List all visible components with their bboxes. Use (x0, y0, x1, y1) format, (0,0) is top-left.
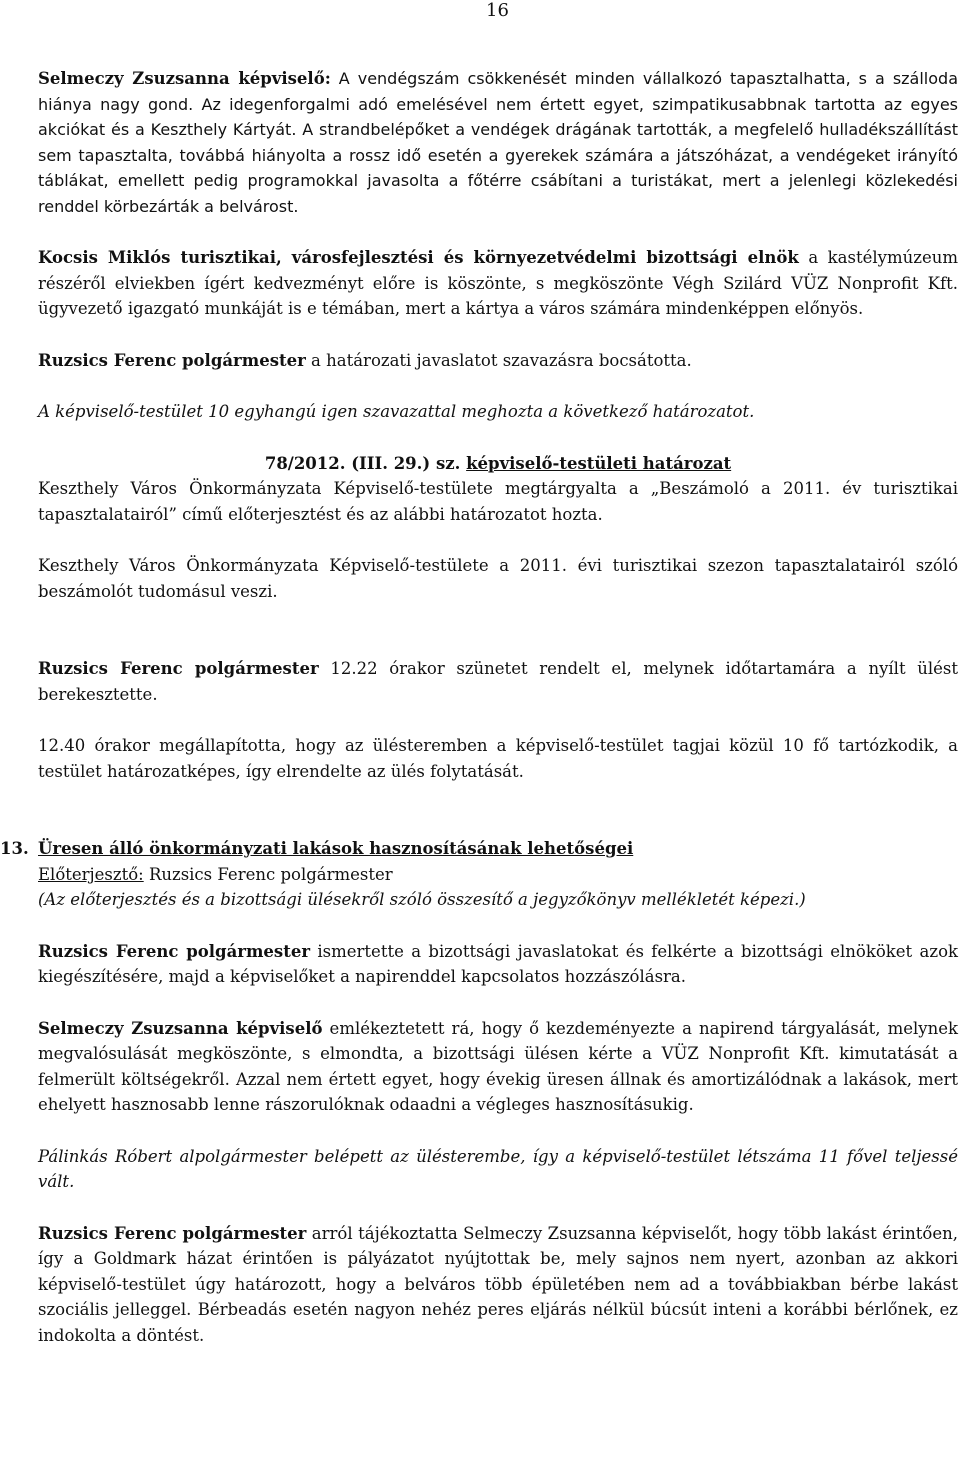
paragraph-text: A strandbelépőket a vendégek drágának tartották, a megfelelő hulladékszállítást sem tapasztalta, továbbá hiányolta a rossz idő esetén a gyerekek számára a játszóházat, a vendégeket irányító táblákat, emellett pedig programokkal javasolta a főtérre csábítani a turistákat, mert a jelenlegi közlekedési renddel körbezárták a belvárost. (38, 120, 959, 216)
agenda-number: 13. (0, 839, 29, 858)
speaker-name: Selmeczy Zsuzsanna képviselő (38, 1018, 323, 1038)
paragraph-vote-call (38, 348, 958, 374)
presenter-name: Ruzsics Ferenc polgármester (143, 864, 393, 884)
paragraph-ruzsics-intro (38, 939, 958, 990)
speaker-name: Kocsis Miklós turisztikai, városfejlesztési és környezetvédelmi bizottsági elnök (38, 248, 799, 267)
speaker-name: Ruzsics Ferenc polgármester (38, 941, 311, 961)
presenter-label: Előterjesztő: (38, 864, 144, 884)
agenda-note: (Az előterjesztés és a bizottsági ülésekről szóló összesítő a jegyzőkönyv mellékletét képezi.) (38, 890, 806, 909)
paragraph-text: a határozati javaslatot szavazásra bocsátotta. (305, 350, 692, 370)
speaker-name: Ruzsics Ferenc polgármester (38, 350, 306, 370)
paragraph-kocsis (38, 245, 958, 322)
speaker-name: Ruzsics Ferenc polgármester (38, 1223, 307, 1243)
speaker-name: Selmeczy Zsuzsanna képviselő: (38, 69, 331, 88)
paragraph-text: a kastélymúzeum részéről elviekben ígért kedvezményt előre is köszönte, s megköszönte Végh Szilárd VÜZ Nonprofit Kft. ügyvezető igazgató munkáját is e témában, mert a kártya a város számára mindenképpen előnyös. (38, 248, 958, 318)
paragraph-selmeczy-1 (38, 66, 958, 219)
paragraph-text: A vendégszám csökkenését minden vállalkozó tapasztalhatta, s a szálloda hiánya nagy gond. Az idegenforgalmi adó emelésével nem értett egyet, szimpatikusabbnak tartotta az egyes akciókat és a Keszthely Kártyát. (38, 69, 958, 139)
paragraph-vote-result: A képviselő-testület 10 egyhangú igen szavazattal meghozta a következő határozatot. (38, 402, 755, 421)
paragraph-break (38, 656, 958, 707)
resolution-title: képviselő-testületi határozat (466, 453, 732, 473)
paragraph-resume: 12.40 órakor megállapította, hogy az ülésteremben a képviselő-testület tagjai közül 10 fő tartózkodik, a testület határozatképes, így elrendelte az ülés folytatását. (38, 736, 958, 781)
document-body (0, 66, 959, 1348)
agenda-title: Üresen álló önkormányzati lakások hasznosításának lehetőségei (38, 839, 634, 858)
paragraph-text: ismertette a bizottsági javaslatokat és felkérte a bizottsági elnököket azok kiegészítésére, majd a képviselőket a napirenddel kapcsolatos hozzászólásra. (38, 941, 959, 986)
paragraph-ruzsics-reply (38, 1221, 958, 1349)
paragraph-selmeczy-2 (38, 1016, 958, 1118)
paragraph-text: emlékeztetett rá, hogy ő kezdeményezte a napirend tárgyalását, melynek megvalósulását megköszönte, s elmondta, a bizottsági ülésen kérte a VÜZ Nonprofit Kft. kimutatását a felmerült költségekről. Azzal nem értett egyet, hogy évekig üresen állnak és amortizálódnak a lakások, mert ehelyett hasznosabb lenne rászorulóknak odaadni a végleges hasznosításukig. (38, 1018, 958, 1114)
paragraph-palinkas: Pálinkás Róbert alpolgármester belépett az ülésterembe, így a képviselő-testület létszáma 11 fővel teljessé vált. (38, 1146, 958, 1191)
paragraph-text: arról tájékoztatta Selmeczy Zsuzsanna képviselőt, hogy több lakást érintően, így a Goldmark házat érintően is pályázatot nyújtottak be, mely sajnos nem nyert, azonban az akkori képviselő-testület úgy határozott, hogy a belváros több épületében nem ad a továbbiakban bérbe lakást szociális jelleggel. Bérbeadás esetén nagyon nehéz peres eljárás nélkül búcsút inteni a korábbi bérlőnek, ez indokolta a döntést. (38, 1223, 959, 1345)
agenda-presenter (38, 862, 958, 888)
resolution-number: 78/2012. (III. 29.) sz. (264, 453, 461, 473)
paragraph-text: 12.22 órakor szünetet rendelt el, melynek időtartamára a nyílt ülést berekesztette. (38, 659, 959, 704)
resolution-intro: Keszthely Város Önkormányzata Képviselő-testülete megtárgyalta a „Beszámoló a 2011. év turisztikai tapasztalatairól” című előterjesztést és az alábbi határozatot hozta. (38, 479, 958, 524)
page-number: 16 (486, 0, 509, 21)
agenda-heading (0, 836, 958, 862)
resolution-heading (38, 451, 958, 477)
speaker-name: Ruzsics Ferenc polgármester (38, 659, 319, 678)
resolution-decision: Keszthely Város Önkormányzata Képviselő-testülete a 2011. évi turisztikai szezon tapasztalatairól szóló beszámolót tudomásul veszi. (38, 556, 958, 601)
